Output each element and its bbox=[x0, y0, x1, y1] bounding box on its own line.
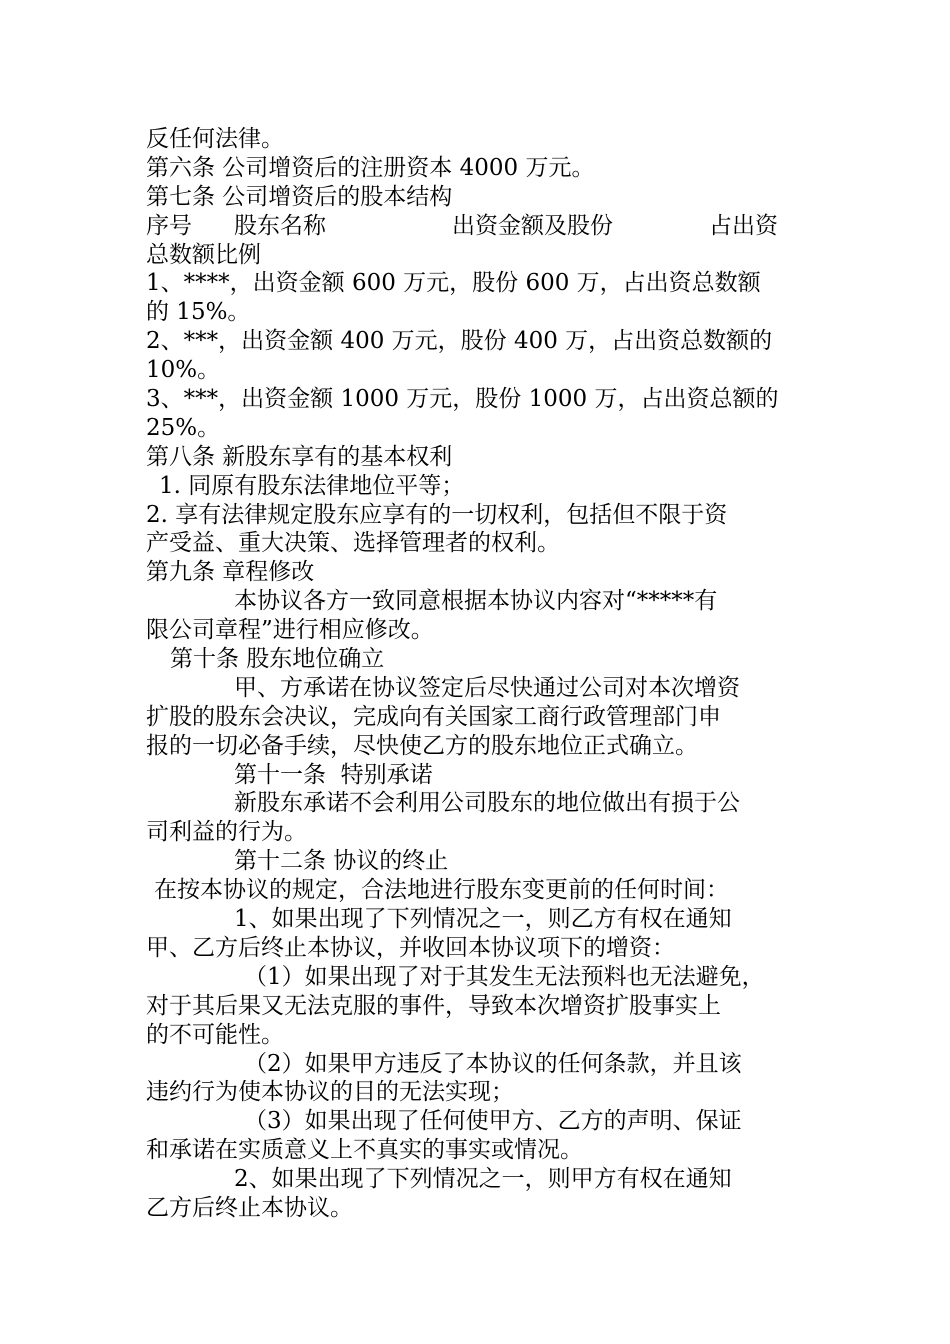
equity-table-header bbox=[146, 212, 806, 241]
shareholder-entry: 1、****，出资金额 600 万元，股份 600 万，占出资总数额 bbox=[146, 270, 761, 297]
text-line: 对于其后果又无法克服的事件，导致本次增资扩股事实上 bbox=[146, 992, 721, 1019]
paragraph-line: 在按本协议的规定，合法地进行股东变更前的任何时间： bbox=[154, 877, 729, 904]
text-line: 的 15%。 bbox=[146, 299, 251, 326]
article-11-heading: 第十一条 特别承诺 bbox=[234, 761, 433, 788]
list-item: 2、如果出现了下列情况之一，则甲方有权在通知 bbox=[234, 1166, 732, 1193]
paragraph-line: 新股东承诺不会利用公司股东的地位做出有损于公 bbox=[234, 790, 740, 817]
header-ratio: 占出资 bbox=[709, 212, 778, 239]
text-line: 乙方后终止本协议。 bbox=[146, 1194, 353, 1221]
text-line: 违约行为使本协议的目的无法实现； bbox=[146, 1079, 514, 1106]
header-serial: 序号 bbox=[146, 212, 192, 239]
text-line: 的不可能性。 bbox=[146, 1021, 284, 1048]
sub-item: （1）如果出现了对于其发生无法预料也无法避免， bbox=[244, 963, 765, 990]
text-line: 25%。 bbox=[146, 414, 221, 441]
list-item: 2. 享有法律规定股东应享有的一切权利，包括但不限于资 bbox=[146, 501, 728, 528]
sub-item: （2）如果甲方违反了本协议的任何条款，并且该 bbox=[244, 1050, 742, 1077]
text-line: 产受益、重大决策、选择管理者的权利。 bbox=[146, 530, 560, 557]
document-body bbox=[146, 125, 806, 1223]
sub-item: （3）如果出现了任何使甲方、乙方的声明、保证 bbox=[244, 1108, 742, 1135]
article-8-heading: 第八条 新股东享有的基本权利 bbox=[146, 443, 453, 470]
text-line: 扩股的股东会决议，完成向有关国家工商行政管理部门申 bbox=[146, 703, 721, 730]
header-shareholder-name: 股东名称 bbox=[234, 212, 326, 239]
text-line: 司利益的行为。 bbox=[146, 819, 307, 846]
header-capital-and-shares: 出资金额及股份 bbox=[452, 212, 613, 239]
shareholder-entry: 3、***，出资金额 1000 万元，股份 1000 万，占出资总额的 bbox=[146, 386, 779, 413]
list-item: 1. 同原有股东法律地位平等； bbox=[159, 472, 465, 499]
text-line: 反任何法律。 bbox=[146, 126, 284, 152]
text-line: 限公司章程”进行相应修改。 bbox=[146, 617, 434, 644]
text-line: 10%。 bbox=[146, 357, 221, 384]
text-line: 和承诺在实质意义上不真实的事实或情况。 bbox=[146, 1137, 583, 1164]
article-7-heading: 第七条 公司增资后的股本结构 bbox=[146, 183, 453, 210]
text-line: 甲、乙方后终止本协议，并收回本协议项下的增资： bbox=[146, 934, 675, 961]
article-12-heading: 第十二条 协议的终止 bbox=[234, 848, 449, 875]
paragraph-line: 甲、方承诺在协议签定后尽快通过公司对本次增资 bbox=[234, 674, 740, 701]
article-9-heading: 第九条 章程修改 bbox=[146, 559, 315, 586]
article-10-heading: 第十条 股东地位确立 bbox=[170, 646, 385, 673]
article-6: 第六条 公司增资后的注册资本 4000 万元。 bbox=[146, 154, 595, 181]
list-item: 1、如果出现了下列情况之一，则乙方有权在通知 bbox=[234, 906, 732, 933]
text-line: 报的一切必备手续，尽快使乙方的股东地位正式确立。 bbox=[146, 732, 698, 759]
shareholder-entry: 2、***，出资金额 400 万元，股份 400 万，占出资总数额的 bbox=[146, 328, 773, 355]
paragraph-line: 本协议各方一致同意根据本协议内容对“*****有 bbox=[234, 588, 718, 615]
text-line: 总数额比例 bbox=[146, 241, 261, 268]
